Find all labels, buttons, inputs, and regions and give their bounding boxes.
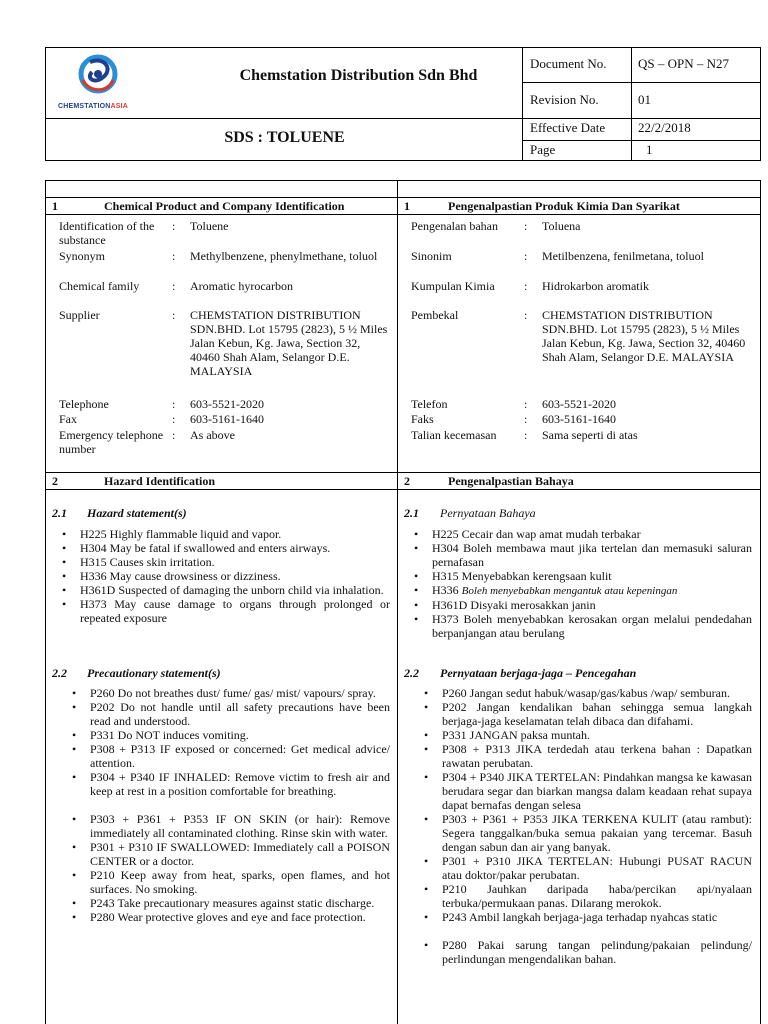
subsection-2-1-ms-number: 2.1 xyxy=(404,506,419,520)
list-item: • H315 Menyebabkan kerengsaan kulit xyxy=(408,569,752,583)
list-item: • H361D Suspected of damaging the unborn child via inhalation. xyxy=(56,583,390,597)
list-item: • H225 Highly flammable liquid and vapor. xyxy=(56,527,390,541)
list-item: • P210 Jauhkan daripada haba/percikan api/nyalaan terbuka/permukaan panas. Dilarang merokok. xyxy=(418,882,752,910)
section2-en-title: Hazard Identification xyxy=(104,474,215,488)
precautionary-statements-ms xyxy=(418,686,752,966)
list-item: • P301 + P310 IF SWALLOWED: Immediately call a POISON CENTER or a doctor. xyxy=(66,840,390,868)
list-item: • H304 Boleh membawa maut jika tertelan dan memasuki saluran pernafasan xyxy=(408,541,752,569)
row-value: Toluena xyxy=(542,219,581,233)
subsection-2-1-en-title: Hazard statement(s) xyxy=(87,506,187,520)
list-item: • H315 Causes skin irritation. xyxy=(56,555,390,569)
list-item: • P304 + P340 IF INHALED: Remove victim to fresh air and keep at rest in a position comfortable for breathing. xyxy=(66,770,390,798)
row-label: Faks xyxy=(411,412,434,426)
document-no-value: QS – OPN – N27 xyxy=(638,56,730,71)
document-header xyxy=(45,47,761,161)
list-item: • H336 Boleh menyebabkan mengantuk atau kepeningan xyxy=(408,583,752,598)
row-label: Synonym xyxy=(59,249,106,263)
effective-date-label: Effective Date xyxy=(530,120,606,135)
row-label: Telefon xyxy=(411,397,448,411)
row-label: Pengenalan bahan xyxy=(411,219,498,233)
row-value: Methylbenzene, phenylmethane, toluol xyxy=(190,249,378,263)
row-label: Emergency telephone number xyxy=(59,428,164,456)
section1-en-title: Chemical Product and Company Identification xyxy=(104,199,345,213)
section2-ms-title: Pengenalpastian Bahaya xyxy=(448,474,574,488)
subsection-2-2-en-number: 2.2 xyxy=(52,666,67,680)
row-label: Telephone xyxy=(59,397,109,411)
list-item: • P303 + P361 + P353 JIKA TERKENA KULIT (atau rambut): Segera tanggalkan/buka semua pakaian yang tercemar. Basuh dengan sabun dan air yang banyak. xyxy=(418,812,752,854)
section2-ms-number: 2 xyxy=(404,474,410,488)
list-item: • P303 + P361 + P353 IF ON SKIN (or hair): Remove immediately all contaminated clothing. Rinse skin with water. xyxy=(66,812,390,840)
page-value: 1 xyxy=(646,142,653,157)
row-value: 603-5161-1640 xyxy=(190,412,264,426)
section2-en-number: 2 xyxy=(52,474,58,488)
hazard-statements-ms xyxy=(408,527,752,640)
row-value: CHEMSTATION DISTRIBUTION SDN.BHD. Lot 15795 (2823), 5 ½ Miles Jalan Kebun, Kg. Jawa, Section 32, 40460 Shah Alam, Selangor D.E. MALAYSIA xyxy=(542,308,746,364)
page-label: Page xyxy=(530,142,556,157)
list-item: • P260 Do not breathes dust/ fume/ gas/ mist/ vapours/ spray. xyxy=(66,686,390,700)
list-item: • P308 + P313 JIKA terdedah atau terkena bahan : Dapatkan rawatan perubatan. xyxy=(418,742,752,770)
row-value: As above xyxy=(190,428,235,442)
subsection-2-2-ms-title: Pernyataan berjaga-jaga – Pencegahan xyxy=(440,666,637,680)
subsection-2-1-ms-title: Pernyataan Bahaya xyxy=(440,506,536,520)
row-label: Identification of the substance xyxy=(59,219,155,247)
list-item: • H361D Disyaki merosakkan janin xyxy=(408,598,752,612)
list-item: • P202 Do not handle until all safety precautions have been read and understood. xyxy=(66,700,390,728)
subsection-2-2-ms-number: 2.2 xyxy=(404,666,419,680)
list-item: • P308 + P313 IF exposed or concerned: Get medical advice/ attention. xyxy=(66,742,390,770)
list-item: • P301 + P310 JIKA TERTELAN: Hubungi PUSAT RACUN atau doktor/pakar perubatan. xyxy=(418,854,752,882)
list-item: • H225 Cecair dan wap amat mudah terbakar xyxy=(408,527,752,541)
list-item: • P202 Jangan kendalikan bahan sehingga semua langkah berjaga-jaga keselamatan telah dibaca dan difahami. xyxy=(418,700,752,728)
row-value: Hidrokarbon aromatik xyxy=(542,279,649,293)
row-value: 603-5521-2020 xyxy=(542,397,616,411)
list-item: • P243 Ambil langkah berjaga-jaga terhadap nyahcas static xyxy=(418,910,752,924)
section1-ms-number: 1 xyxy=(404,199,410,213)
effective-date-value: 22/2/2018 xyxy=(638,120,691,135)
row-value: Metilbenzena, fenilmetana, toluol xyxy=(542,249,704,263)
row-label: Pembekal xyxy=(411,308,459,322)
list-item: • P331 Do NOT induces vomiting. xyxy=(66,728,390,742)
row-value: Toluene xyxy=(190,219,229,233)
list-item: • H373 May cause damage to organs through prolonged or repeated exposure xyxy=(56,597,390,625)
subsection-2-2-en-title: Precautionary statement(s) xyxy=(87,666,221,680)
row-value: Sama seperti di atas xyxy=(542,428,638,442)
list-item: • P260 Jangan sedut habuk/wasap/gas/kabus /wap/ semburan. xyxy=(418,686,752,700)
list-item: • H373 Boleh menyebabkan kerosakan organ melalui pendedahan berpanjangan atau berulang xyxy=(408,612,752,640)
company-name: Chemstation Distribution Sdn Bhd xyxy=(239,67,478,84)
list-item: • P243 Take precautionary measures against static discharge. xyxy=(66,896,390,910)
row-label: Supplier xyxy=(59,308,100,322)
row-label: Talian kecemasan xyxy=(411,428,497,442)
list-item: • P280 Pakai sarung tangan pelindung/pakaian pelindung/ perlindungan mengendalikan bahan. xyxy=(418,938,752,966)
revision-no-label: Revision No. xyxy=(530,92,599,107)
subsection-2-1-en-number: 2.1 xyxy=(52,506,67,520)
row-label: Fax xyxy=(59,412,77,426)
logo-wordmark: CHEMSTATIONASIA xyxy=(58,103,129,110)
list-item: • H336 May cause drowsiness or dizziness. xyxy=(56,569,390,583)
row-value: CHEMSTATION DISTRIBUTION SDN.BHD. Lot 15795 (2823), 5 ½ Miles Jalan Kebun, Kg. Jawa, Section 32, 40460 Shah Alam, Selangor D.E. MALAYSIA xyxy=(190,308,388,378)
row-label: Chemical family xyxy=(59,279,140,293)
document-no-label: Document No. xyxy=(530,56,607,71)
company-logo xyxy=(50,52,168,118)
row-label: Sinonim xyxy=(411,249,452,263)
section1-ms-title: Pengenalpastian Produk Kimia Dan Syarikat xyxy=(448,199,680,213)
precautionary-statements-en xyxy=(66,686,390,924)
hazard-statements-en xyxy=(56,527,390,625)
document-title: SDS : TOLUENE xyxy=(224,129,345,146)
list-item: • P331 JANGAN paksa muntah. xyxy=(418,728,752,742)
list-item: • P210 Keep away from heat, sparks, open flames, and hot surfaces. No smoking. xyxy=(66,868,390,896)
row-value: 603-5521-2020 xyxy=(190,397,264,411)
row-label: Kumpulan Kimia xyxy=(411,279,495,293)
revision-no-value: 01 xyxy=(638,92,651,107)
row-value: 603-5161-1640 xyxy=(542,412,616,426)
list-item: • H304 May be fatal if swallowed and enters airways. xyxy=(56,541,390,555)
list-item: • P280 Wear protective gloves and eye and face protection. xyxy=(66,910,390,924)
list-item: • P304 + P340 JIKA TERTELAN: Pindahkan mangsa ke kawasan berudara segar dan biarkan mangsa dalam keadaan rehat supaya dapat bernafas dengan selesa xyxy=(418,770,752,812)
section1-en-number: 1 xyxy=(52,199,58,213)
row-value: Aromatic hyrocarbon xyxy=(190,279,293,293)
